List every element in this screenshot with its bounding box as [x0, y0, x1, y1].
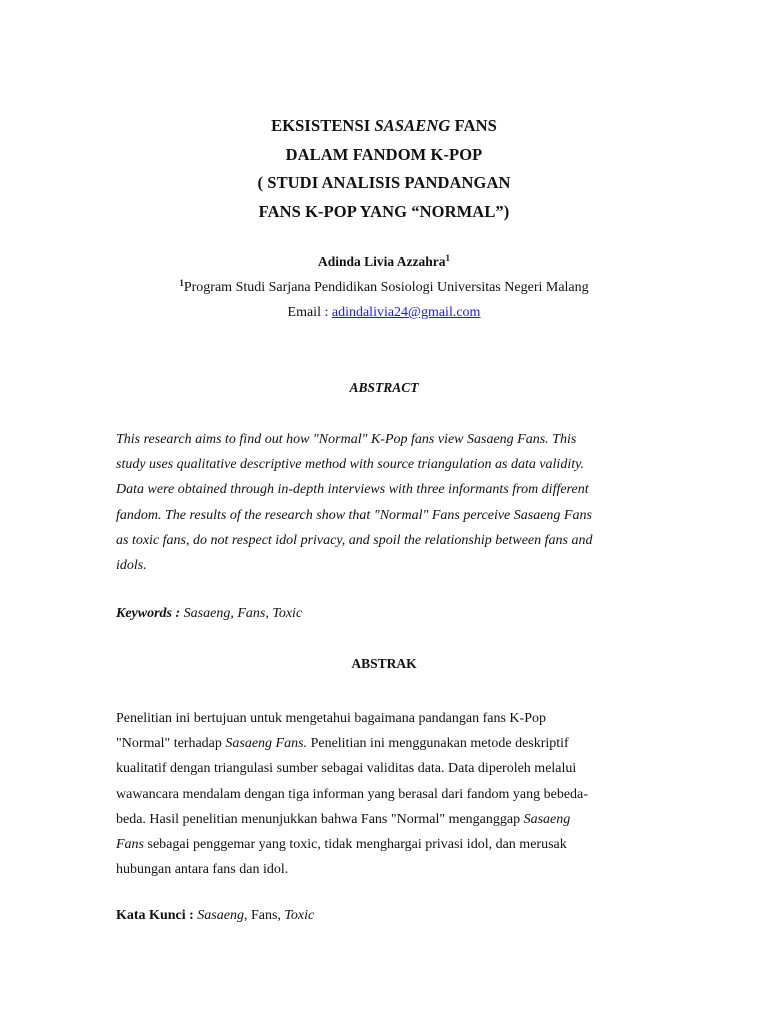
author-name: Adinda Livia Azzahra$^1$: [317, 253, 451, 269]
title-italic-term: SASAENG: [374, 116, 451, 135]
title-line-3: ( STUDI ANALISIS PANDANGAN: [257, 173, 511, 192]
abstract-en-line: Data were obtained through in-depth interviews with three informants from different: [116, 482, 589, 498]
title-line-2: DALAM FANDOM K-POP: [285, 144, 483, 164]
abstract-indonesian-paragraph: [116, 706, 656, 882]
abstract-en-line: This research aims to find out how "Normal" K-Pop fans view Sasaeng Fans. This: [116, 432, 577, 447]
abstract-en-line: fandom. The results of the research show that "Normal" Fans perceive Sasaeng Fans: [116, 507, 592, 523]
title-line-1: EKSISTENSI SASAENG FANS: [271, 116, 497, 135]
keywords-label: Keywords :: [116, 606, 184, 621]
abstract-id-line: beda. Hasil penelitian menunjukkan bahwa Fans "Normal" menganggap Sasaeng: [116, 811, 571, 827]
email-link[interactable]: adindalivia24@gmail.com: [331, 305, 481, 320]
email-line: [0, 305, 768, 321]
keywords-line: [116, 606, 302, 622]
abstract-id-line: hubungan antara fans dan idol.: [116, 862, 289, 878]
abstract-english-paragraph: [116, 427, 656, 578]
abstract-en-line: idols.: [116, 558, 147, 574]
title-line-4: FANS K-POP YANG “NORMAL”): [258, 201, 510, 221]
abstract-id-line: kualitatif dengan triangulasi sumber sebagai validitas data. Data diperoleh melalui: [116, 761, 577, 777]
abstract-en-line: study uses qualitative descriptive method with source triangulation as data validity.: [116, 457, 585, 473]
keywords-values: Sasaeng, Fans, Toxic: [183, 606, 303, 621]
abstract-id-line: Penelitian ini bertujuan untuk mengetahui bagaimana pandangan fans K-Pop: [116, 711, 546, 726]
abstract-heading: ABSTRACT: [349, 380, 419, 395]
kata-kunci-label: Kata Kunci :: [116, 908, 198, 923]
author-affiliation: $^1$Program Studi Sarjana Pendidikan Sosiologi Universitas Negeri Malang: [179, 278, 589, 295]
paper-title: [0, 112, 768, 226]
abstract-id-line: wawancara mendalam dengan tiga informan yang berasal dari fandom yang bebeda-: [116, 786, 588, 802]
kata-kunci-line: Kata Kunci : Sasaeng, Fans, Toxic: [116, 908, 315, 923]
abstract-id-line: "Normal" terhadap Sasaeng Fans. Penelitian ini menggunakan metode deskriptif: [116, 736, 569, 752]
author-superscript: 1: [445, 253, 451, 263]
abstrak-heading: ABSTRAK: [351, 656, 417, 671]
email-label: Email :: [287, 305, 332, 320]
abstract-en-line: as toxic fans, do not respect idol privacy, and spoil the relationship between fans and: [116, 532, 593, 548]
affiliation-superscript: 1: [179, 278, 184, 288]
abstract-id-line: Fans sebagai penggemar yang toxic, tidak menghargai privasi idol, dan merusak: [116, 837, 567, 853]
